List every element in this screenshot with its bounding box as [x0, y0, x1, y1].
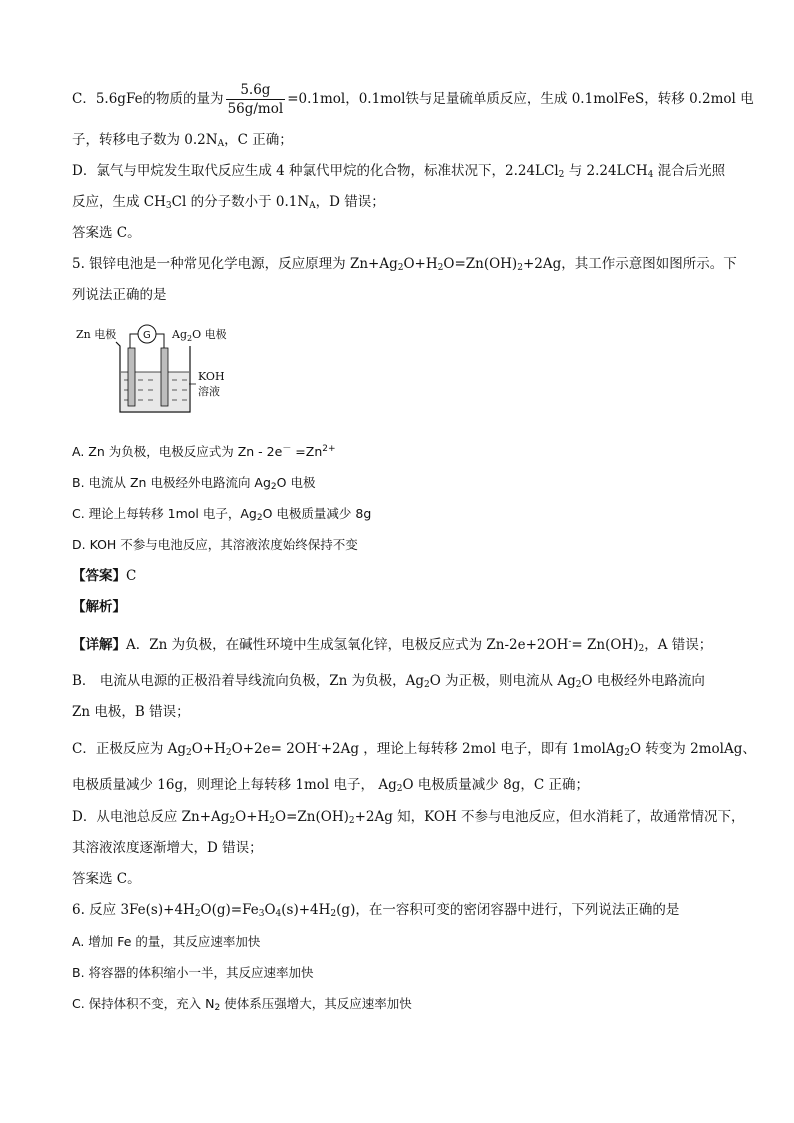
- option-d: D. KOH 不参与电池反应，其溶液浓度始终保持不变: [72, 537, 358, 552]
- fraction: $\frac{5.6g}{\text{56g/mol}}$: [227, 82, 284, 117]
- explanation-c-line2: 子，转移电子数为 $0.2N_A$，C 正确；: [72, 132, 293, 149]
- detail-b-line1: B． 电流从电源的正极沿着导线流向负极，Zn 为负极，$Ag_2O$ 为正极，则电流从 $Ag_2O$ 电极经外电路流向: [72, 673, 705, 690]
- zn-electrode-label: Zn 电极: [76, 328, 117, 341]
- detail-c-line1: C．正极反应为 $Ag_2O+H_2O+2e= 2OH^-+2Ag$ ，理论上每转移 2mol 电子，即有 1molAg$_2$O 转变为 2molAg、: [72, 741, 756, 758]
- zn-electrode: [128, 348, 135, 406]
- detail-c-line2: 电极质量减少 16g，则理论上每转移 1mol 电子， $Ag_2O$ 电极质量减少 8g，C 正确；: [72, 777, 589, 794]
- analysis-heading: 【解析】: [72, 599, 126, 615]
- question-6: 6. 反应 $3Fe(s)+4H_2O(g)=Fe_3O_4(s)+4H_2(g)$，在一容积可变的密闭容器中进行，下列说法正确的是: [72, 902, 680, 919]
- question-5-line2: 列说法正确的是: [72, 287, 167, 303]
- q6-option-a: A. 增加 Fe 的量，其反应速率加快: [72, 934, 261, 949]
- koh-label: KOH: [198, 370, 225, 383]
- option-b: B. 电流从 Zn 电极经外电路流向 $Ag_2O$ 电极: [72, 475, 316, 492]
- detail-b-line2: Zn 电极，B 错误；: [72, 704, 190, 720]
- galvanometer-label: G: [143, 330, 151, 341]
- explanation-c-line1: C．5.6gFe的物质的量为 $\frac{5.6g}{\text{56g/mol}}$ =0.1mol，0.1mol铁与足量硫单质反应，生成 0.1molFeS，转移 0.2mol 电: [72, 82, 754, 117]
- ag2o-electrode: [161, 348, 168, 406]
- detail-d-line2: 其溶液浓度逐渐增大，D 错误；: [72, 840, 263, 856]
- option-c: C. 理论上每转移 1mol 电子，$Ag_2O$ 电极质量减少 8g: [72, 506, 372, 523]
- battery-diagram-svg: [72, 320, 242, 420]
- battery-diagram: [72, 320, 242, 420]
- question-5-line1: 5. 银锌电池是一种常见化学电源，反应原理为 $Zn+Ag_2O+H_2O=Zn(OH)_2+2Ag$，其工作示意图如图所示。下: [72, 256, 737, 273]
- answer-heading: 【答案】C: [72, 568, 137, 584]
- option-a: A. Zn 为负极，电极反应式为 $Zn - 2e^- =Zn^{2+}$: [72, 444, 336, 459]
- solution-label: 溶液: [198, 385, 220, 398]
- explanation-d-line2: 反应，生成 $CH_3Cl$ 的分子数小于 $0.1N_A$，D 错误；: [72, 194, 385, 211]
- explanation-d-line1: D．氯气与甲烷发生取代反应生成 4 种氯代甲烷的化合物，标准状况下，2.24LCl$_2$ 与 $2.24LCH_4$ 混合后光照: [72, 163, 726, 180]
- detail-d-line1: D．从电池总反应 $Zn+Ag_2O+H_2O=Zn(OH)_2+2Ag$ 知，KOH 不参与电池反应，但水消耗了，故通常情况下，: [72, 809, 745, 826]
- answer-q4: 答案选 C。: [72, 225, 141, 241]
- detail-a: 【详解】A．Zn 为负极，在碱性环境中生成氢氧化锌，电极反应式为 $Zn-2e+2OH^-= Zn(OH)_2$，A 错误；: [72, 637, 713, 654]
- q6-option-b: B. 将容器的体积缩小一半，其反应速率加快: [72, 965, 314, 980]
- q6-option-c: C. 保持体积不变，充入 $N_2$ 使体系压强增大，其反应速率加快: [72, 996, 412, 1013]
- answer-q5: 答案选 C。: [72, 871, 141, 887]
- ag2o-electrode-label: $Ag_2O$ 电极: [172, 328, 227, 343]
